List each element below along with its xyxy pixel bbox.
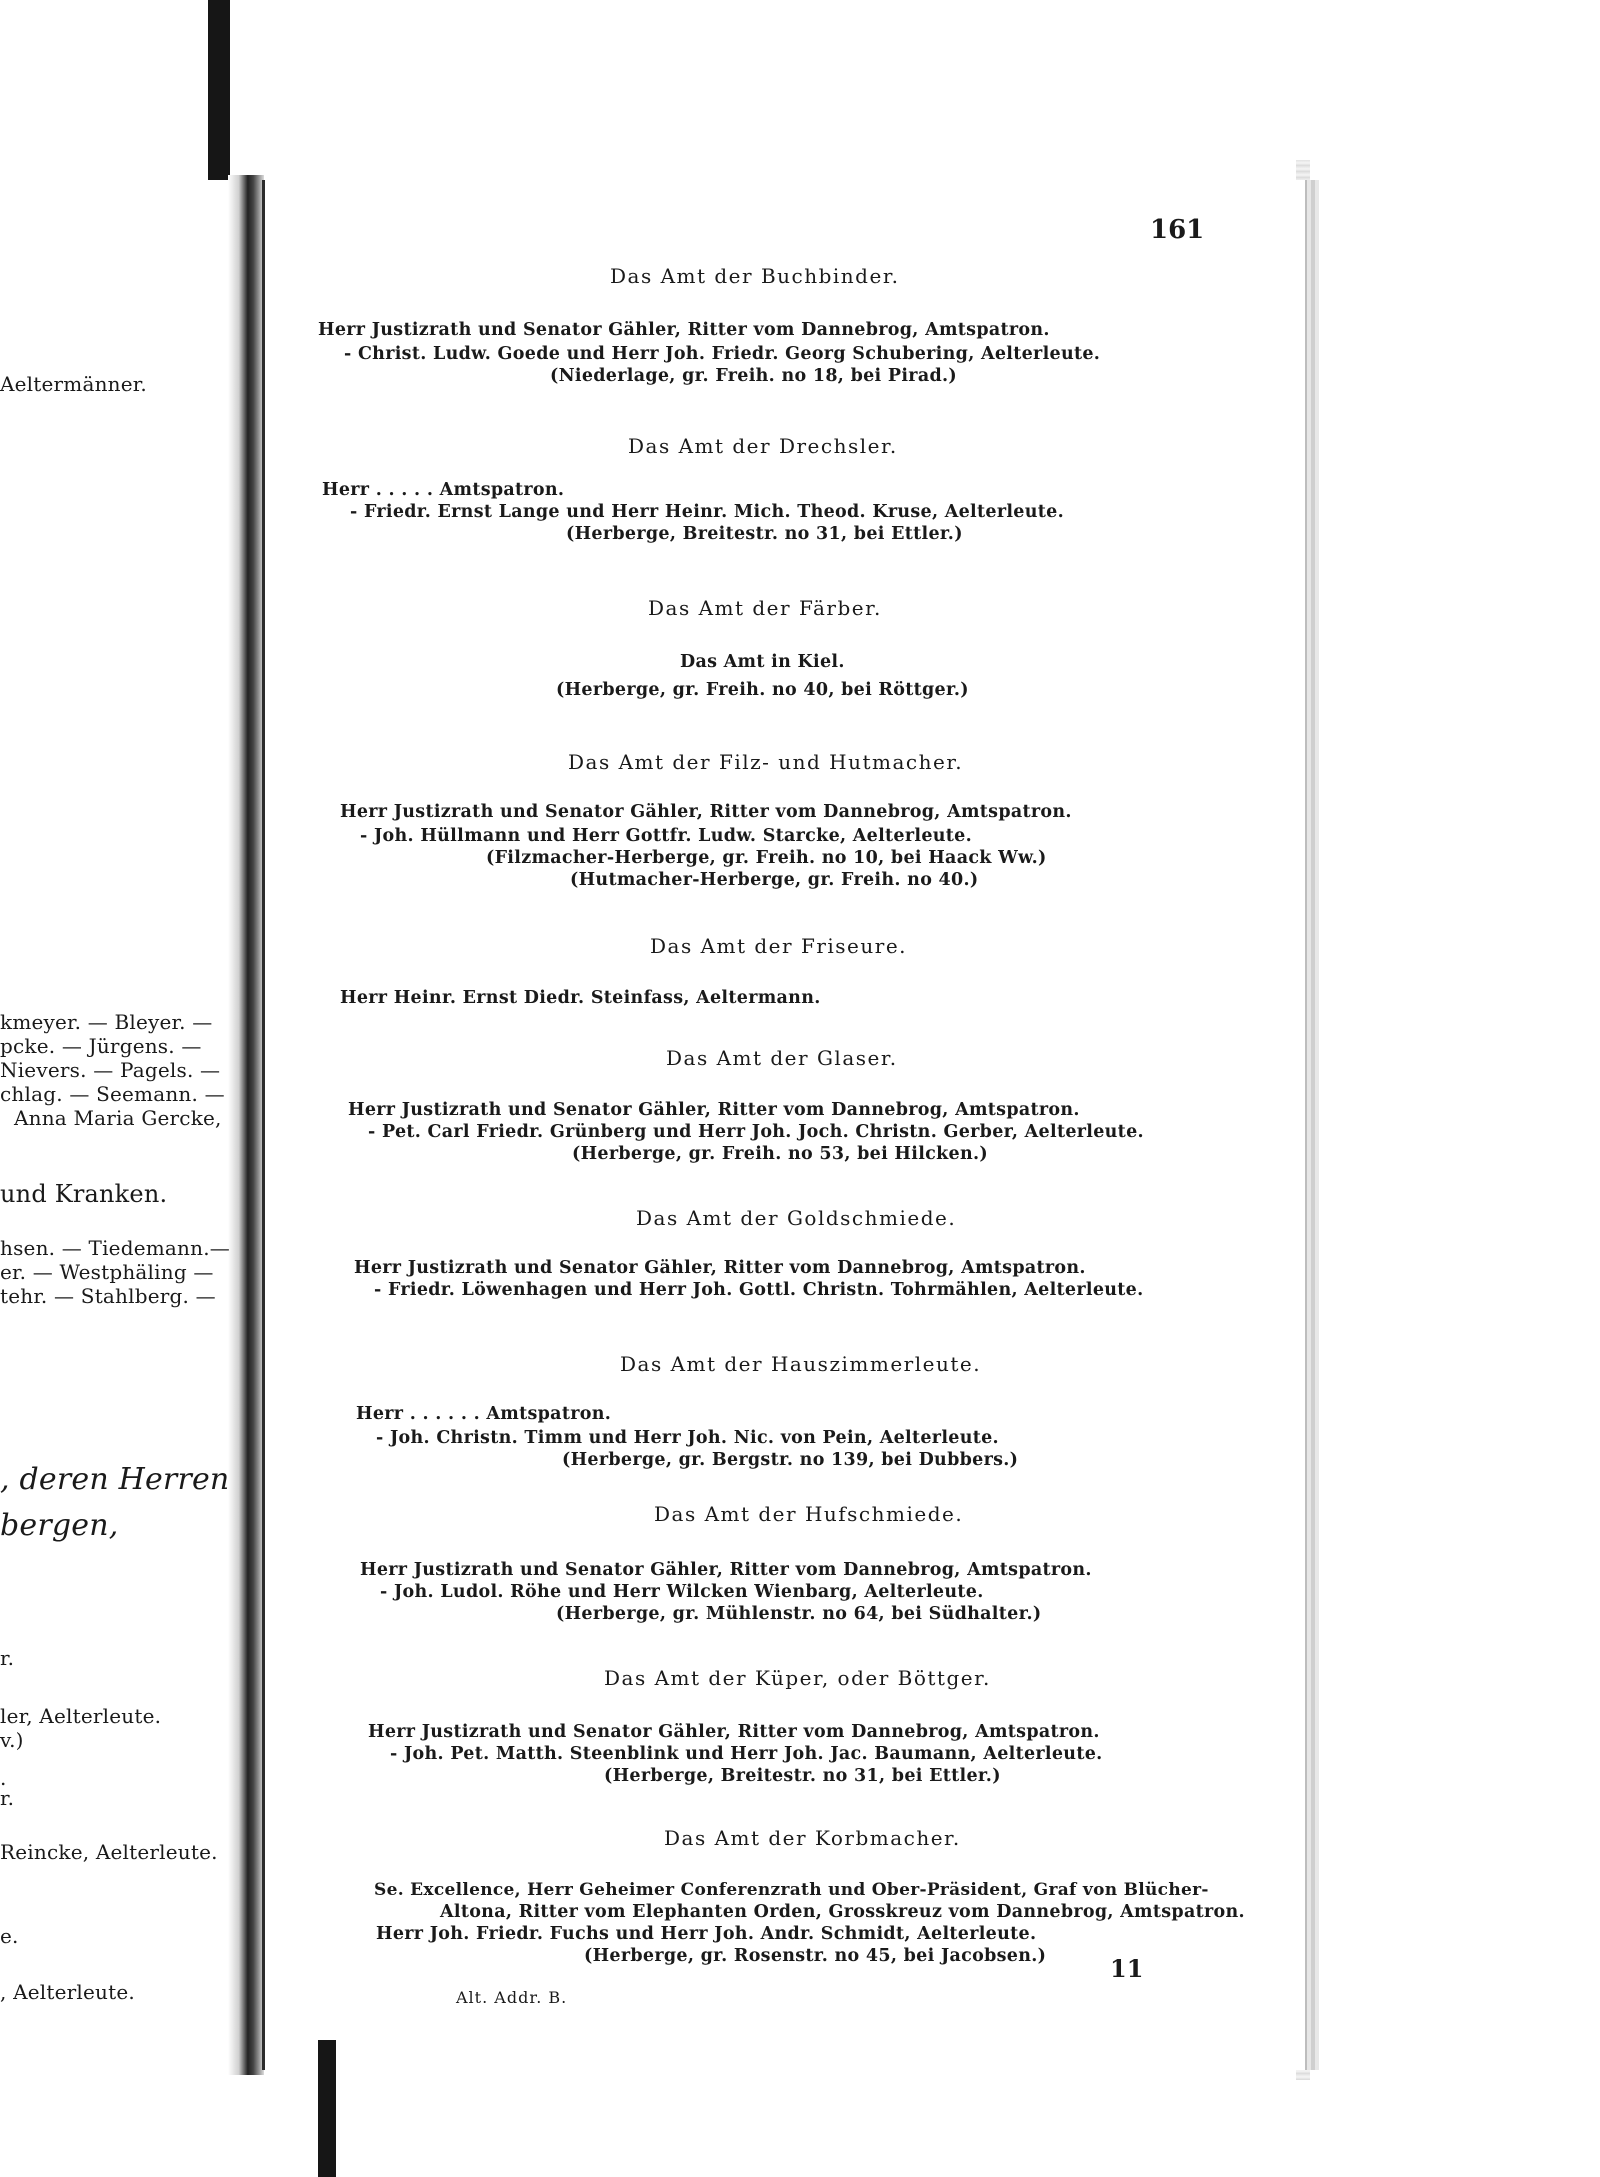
left-fragment-line: ler, Aelterleute. <box>0 1704 162 1728</box>
entry-line: Altona, Ritter vom Elephanten Orden, Grosskreuz vom Dannebrog, Amtspatron. <box>440 1902 1245 1922</box>
left-fragment-line: pcke. — Jürgens. — <box>0 1034 202 1058</box>
left-fragment-line: kmeyer. — Bleyer. — <box>0 1010 213 1034</box>
section-heading: Das Amt der Färber. <box>648 596 882 620</box>
section-heading: Das Amt der Goldschmiede. <box>636 1206 957 1230</box>
entry-line: (Filzmacher-Herberge, gr. Freih. no 10, bei Haack Ww.) <box>486 848 1047 868</box>
entry-line: Herr Justizrath und Senator Gähler, Ritter vom Dannebrog, Amtspatron. <box>318 320 1050 340</box>
section-heading: Das Amt der Küper, oder Böttger. <box>604 1666 991 1690</box>
entry-line: Herr Justizrath und Senator Gähler, Ritter vom Dannebrog, Amtspatron. <box>354 1258 1086 1278</box>
left-fragment-line: Anna Maria Gercke, <box>14 1106 222 1130</box>
section-heading: Das Amt der Buchbinder. <box>610 264 900 288</box>
section-heading: Das Amt der Glaser. <box>666 1046 898 1070</box>
sheet-number: 11 <box>1110 1954 1144 1983</box>
entry-line: (Herberge, Breitestr. no 31, bei Ettler.) <box>604 1766 1001 1786</box>
left-fragment-line: chlag. — Seemann. — <box>0 1082 225 1106</box>
entry-line: - Joh. Pet. Matth. Steenblink und Herr Joh. Jac. Baumann, Aelterleute. <box>390 1744 1103 1764</box>
entry-line: - Pet. Carl Friedr. Grünberg und Herr Joh. Joch. Christn. Gerber, Aelterleute. <box>368 1122 1144 1142</box>
left-fragment-line: . <box>0 1766 7 1790</box>
entry-line: - Joh. Hüllmann und Herr Gottfr. Ludw. Starcke, Aelterleute. <box>360 826 972 846</box>
entry-line: (Herberge, Breitestr. no 31, bei Ettler.) <box>566 524 963 544</box>
section-heading: Das Amt der Drechsler. <box>628 434 898 458</box>
signature-mark: Alt. Addr. B. <box>456 1988 568 2007</box>
left-fragment-line: Nievers. — Pagels. — <box>0 1058 221 1082</box>
left-fragment-line: , Aelterleute. <box>0 1980 135 2004</box>
left-fragment-line: e. <box>0 1924 19 1948</box>
entry-line: (Herberge, gr. Mühlenstr. no 64, bei Südhalter.) <box>556 1604 1042 1624</box>
left-fragment-line: Reincke, Aelterleute. <box>0 1840 218 1864</box>
entry-line: Herr . . . . . . Amtspatron. <box>356 1404 612 1424</box>
entry-line: Herr . . . . . Amtspatron. <box>322 480 565 500</box>
entry-line: (Herberge, gr. Bergstr. no 139, bei Dubbers.) <box>562 1450 1019 1470</box>
entry-line: Herr Heinr. Ernst Diedr. Steinfass, Aeltermann. <box>340 988 821 1008</box>
entry-line: Herr Justizrath und Senator Gähler, Ritter vom Dannebrog, Amtspatron. <box>360 1560 1092 1580</box>
entry-line: (Herberge, gr. Freih. no 40, bei Röttger.) <box>556 680 969 700</box>
section-heading: Das Amt der Hufschmiede. <box>654 1502 964 1526</box>
left-fragment-line: und Kranken. <box>0 1180 168 1208</box>
section-heading: Das Amt der Filz- und Hutmacher. <box>568 750 964 774</box>
entry-line: (Niederlage, gr. Freih. no 18, bei Pirad.) <box>550 366 957 386</box>
left-fragment-line: hsen. — Tiedemann.— <box>0 1236 230 1260</box>
book-gutter <box>228 175 264 2075</box>
entry-line: (Hutmacher-Herberge, gr. Freih. no 40.) <box>570 870 979 890</box>
left-fragment-line: bergen, <box>0 1508 119 1543</box>
entry-line: - Friedr. Löwenhagen und Herr Joh. Gottl. Christn. Tohrmählen, Aelterleute. <box>374 1280 1144 1300</box>
entry-line: Herr Joh. Friedr. Fuchs und Herr Joh. Andr. Schmidt, Aelterleute. <box>376 1924 1037 1944</box>
entry-line: (Herberge, gr. Freih. no 53, bei Hilcken.) <box>572 1144 988 1164</box>
entry-line: - Christ. Ludw. Goede und Herr Joh. Friedr. Georg Schubering, Aelterleute. <box>344 344 1101 364</box>
left-fragment-line: er. — Westphäling — <box>0 1260 214 1284</box>
entry-line: Herr Justizrath und Senator Gähler, Ritter vom Dannebrog, Amtspatron. <box>368 1722 1100 1742</box>
entry-line: - Friedr. Ernst Lange und Herr Heinr. Mich. Theod. Kruse, Aelterleute. <box>350 502 1064 522</box>
left-fragment-line: tehr. — Stahlberg. — <box>0 1284 216 1308</box>
entry-line: Se. Excellence, Herr Geheimer Conferenzrath und Ober-Präsident, Graf von Blücher- <box>374 1880 1209 1900</box>
section-heading: Das Amt der Hauszimmerleute. <box>620 1352 982 1376</box>
entry-line: Herr Justizrath und Senator Gähler, Ritter vom Dannebrog, Amtspatron. <box>348 1100 1080 1120</box>
scanner-bar <box>208 0 230 180</box>
left-fragment-line: , deren Herren <box>0 1462 230 1497</box>
entry-line: Herr Justizrath und Senator Gähler, Ritter vom Dannebrog, Amtspatron. <box>340 802 1072 822</box>
entry-line: - Joh. Christn. Timm und Herr Joh. Nic. von Pein, Aelterleute. <box>376 1428 999 1448</box>
entry-line: (Herberge, gr. Rosenstr. no 45, bei Jacobsen.) <box>584 1946 1047 1966</box>
scanner-bar-bottom <box>318 2040 336 2177</box>
left-fragment-line: r. <box>0 1646 15 1670</box>
left-fragment-line: v.) <box>0 1728 24 1752</box>
section-heading: Das Amt der Friseure. <box>650 934 908 958</box>
entry-line: Das Amt in Kiel. <box>680 652 845 672</box>
left-fragment-line: Aeltermänner. <box>0 372 147 396</box>
page-number: 161 <box>1150 215 1205 245</box>
entry-line: - Joh. Ludol. Röhe und Herr Wilcken Wienbarg, Aelterleute. <box>380 1582 984 1602</box>
section-heading: Das Amt der Korbmacher. <box>664 1826 961 1850</box>
left-fragment-line: r. <box>0 1786 15 1810</box>
